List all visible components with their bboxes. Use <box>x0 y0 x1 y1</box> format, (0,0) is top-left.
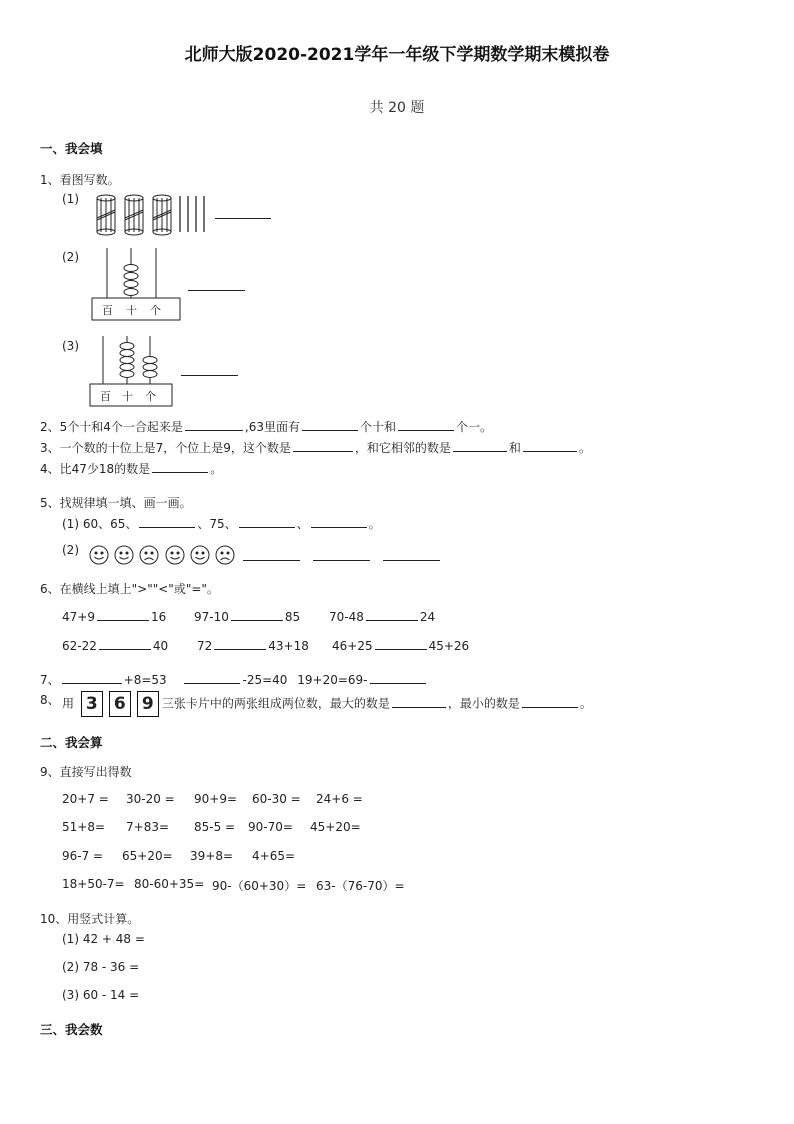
q3-line <box>40 439 591 456</box>
section-heading-calculate: 二、我会算 <box>40 735 103 750</box>
sad-face-icon <box>216 546 234 564</box>
page-title: 北师大版2020-2021学年一年级下学期数学期末模拟卷 <box>184 45 610 65</box>
q5-blank-3[interactable] <box>311 515 367 528</box>
q8-line <box>62 691 592 717</box>
q5-part1 <box>62 515 381 532</box>
q10-item-1: (1) 42 + 48 = <box>62 932 145 946</box>
digit-card-3: 3 <box>81 691 103 717</box>
q7-blank-2[interactable] <box>184 671 240 684</box>
bundle-3 <box>153 195 171 235</box>
q1-part3-answer-line[interactable] <box>181 375 238 376</box>
q6-row1-item3: 70-48 24 <box>329 610 436 624</box>
q6-blank[interactable] <box>214 637 266 650</box>
q8-label: 8、 <box>40 693 60 707</box>
digit-card-9: 9 <box>137 691 159 717</box>
q6-blank[interactable] <box>97 608 149 621</box>
q6-blank[interactable] <box>231 608 283 621</box>
q10-item-3: (3) 60 - 14 = <box>62 988 140 1002</box>
q9-item: 45+20= <box>310 820 361 834</box>
q1-part1-answer-line[interactable] <box>215 218 271 219</box>
q3-blank-1[interactable] <box>293 439 353 452</box>
q9-prompt: 9、直接写出得数 <box>40 765 132 779</box>
q9-item: 85-5 = <box>194 820 236 834</box>
bundle-1 <box>97 195 115 235</box>
q9-item: 51+8= <box>62 820 106 834</box>
smile-face-icon <box>191 546 209 564</box>
q9-item: 7+83= <box>126 820 170 834</box>
q9-item: 65+20= <box>122 849 173 863</box>
single-sticks <box>180 196 204 232</box>
abacus-2-label-hundreds: 百 <box>100 390 111 403</box>
q9-item: 96-7 = <box>62 849 104 863</box>
q1-part2-label: (2) <box>62 250 79 264</box>
q6-row2-item2: 72 43+18 <box>197 639 309 653</box>
q8-text-b: 三张卡片中的两张组成两位数，最大的数是 <box>161 696 390 711</box>
q7-line <box>40 671 428 688</box>
abacus-1-figure <box>90 246 185 324</box>
q9-item: 63-（76-70）= <box>316 879 405 893</box>
q3-text-b: ，和它相邻的数是 <box>354 441 451 455</box>
q6-row2-item1: 62-22 40 <box>62 639 169 653</box>
abacus-1-label-tens: 十 <box>126 304 137 317</box>
q6-row1-item1: 47+9 16 <box>62 610 167 624</box>
q1-part1-label: (1) <box>62 192 79 206</box>
q4-blank[interactable] <box>152 460 208 473</box>
q2-blank-3[interactable] <box>398 418 454 431</box>
q6-blank[interactable] <box>375 637 427 650</box>
q7-blank-3[interactable] <box>370 671 426 684</box>
q6-blank[interactable] <box>366 608 418 621</box>
q5-part1-text-c: 、 <box>296 517 309 531</box>
q4-text-a: 4、比47少18的数是 <box>40 462 151 476</box>
q3-text-d: 。 <box>578 441 591 455</box>
q9-item: 30-20 = <box>126 792 175 806</box>
digit-card-6: 6 <box>109 691 131 717</box>
q5-part1-text-a: 60、65、 <box>82 517 138 531</box>
q8-text-d: 。 <box>579 696 592 711</box>
q5-blank-2[interactable] <box>239 515 295 528</box>
q5-part1-text-d: 。 <box>368 517 381 531</box>
abacus-2-label-ones: 个 <box>145 390 156 403</box>
q6-row1-item2: 97-10 85 <box>194 610 301 624</box>
q3-blank-2[interactable] <box>453 439 507 452</box>
q4-line <box>40 460 222 477</box>
q6-row2-item3: 46+25 45+26 <box>332 639 470 653</box>
q4-text-b: 。 <box>210 462 223 476</box>
q9-item: 24+6 = <box>316 792 363 806</box>
bundle-2 <box>125 195 143 235</box>
section-heading-fill: 一、我会填 <box>40 141 103 156</box>
q3-text-c: 和 <box>508 441 521 455</box>
q3-blank-3[interactable] <box>523 439 577 452</box>
smile-face-icon <box>166 546 184 564</box>
sad-face-icon <box>140 546 158 564</box>
q3-text-a: 3、一个数的十位上是7，个位上是9，这个数是 <box>40 441 291 455</box>
q7-blank-1[interactable] <box>62 671 122 684</box>
smile-face-icon <box>115 546 133 564</box>
q2-text-c: 个十和 <box>360 420 397 434</box>
q9-item: 90-70= <box>248 820 293 834</box>
q2-blank-2[interactable] <box>302 418 358 431</box>
q2-line <box>40 418 492 435</box>
q5-part2-label: (2) <box>62 543 79 557</box>
face-pattern <box>88 544 238 566</box>
q9-item: 20+7 = <box>62 792 109 806</box>
q1-prompt: 1、看图写数。 <box>40 173 120 187</box>
question-count: 共 20 题 <box>369 100 425 116</box>
q1-part2-answer-line[interactable] <box>188 290 245 291</box>
q9-item: 4+65= <box>252 849 296 863</box>
q2-text-d: 个一。 <box>456 420 493 434</box>
q9-item: 80-60+35= <box>134 877 205 891</box>
q5-part2-blank-1[interactable] <box>243 560 300 561</box>
q9-item: 90-（60+30）= <box>212 879 307 893</box>
q5-prompt: 5、找规律填一填、画一画。 <box>40 496 192 510</box>
q10-prompt: 10、用竖式计算。 <box>40 912 140 926</box>
q6-blank[interactable] <box>99 637 151 650</box>
abacus-2-label-tens: 十 <box>122 390 133 403</box>
q5-blank-1[interactable] <box>139 515 195 528</box>
q2-text-b: ,63里面有 <box>244 420 300 434</box>
q8-blank-1[interactable] <box>392 695 446 708</box>
q9-item: 18+50-7= <box>62 877 125 891</box>
q9-item: 60-30 = <box>252 792 301 806</box>
q8-blank-2[interactable] <box>522 695 578 708</box>
q5-part1-text-b: 、75、 <box>197 517 237 531</box>
abacus-1-label-ones: 个 <box>150 304 161 317</box>
q9-item: 39+8= <box>190 849 234 863</box>
section-heading-count: 三、我会数 <box>40 1022 103 1037</box>
q2-text-a: 2、5个十和4个一合起来是 <box>40 420 183 434</box>
q5-part2-blank-2[interactable] <box>313 560 370 561</box>
abacus-1-label-hundreds: 百 <box>102 304 113 317</box>
q7-text-c: 19+20=69- <box>297 673 368 687</box>
q9-item: 90+9= <box>194 792 238 806</box>
q8-text-c: ，最小的数是 <box>447 696 520 711</box>
q7-text-b: -25=40 <box>242 673 288 687</box>
q1-part3-label: (3) <box>62 339 79 353</box>
smile-face-icon <box>90 546 108 564</box>
q5-part1-label: (1) <box>62 517 79 531</box>
q8-text-a: 用 <box>62 696 75 711</box>
q5-part2-blank-3[interactable] <box>383 560 440 561</box>
q7-text-a: +8=53 <box>123 673 167 687</box>
q2-blank-1[interactable] <box>185 418 243 431</box>
abacus-2-figure <box>88 334 176 412</box>
q7-label: 7、 <box>40 673 60 687</box>
bundles-of-sticks-figure <box>92 190 217 240</box>
q6-prompt: 6、在横线上填上">""<"或"="。 <box>40 582 219 596</box>
q10-item-2: (2) 78 - 36 = <box>62 960 140 974</box>
